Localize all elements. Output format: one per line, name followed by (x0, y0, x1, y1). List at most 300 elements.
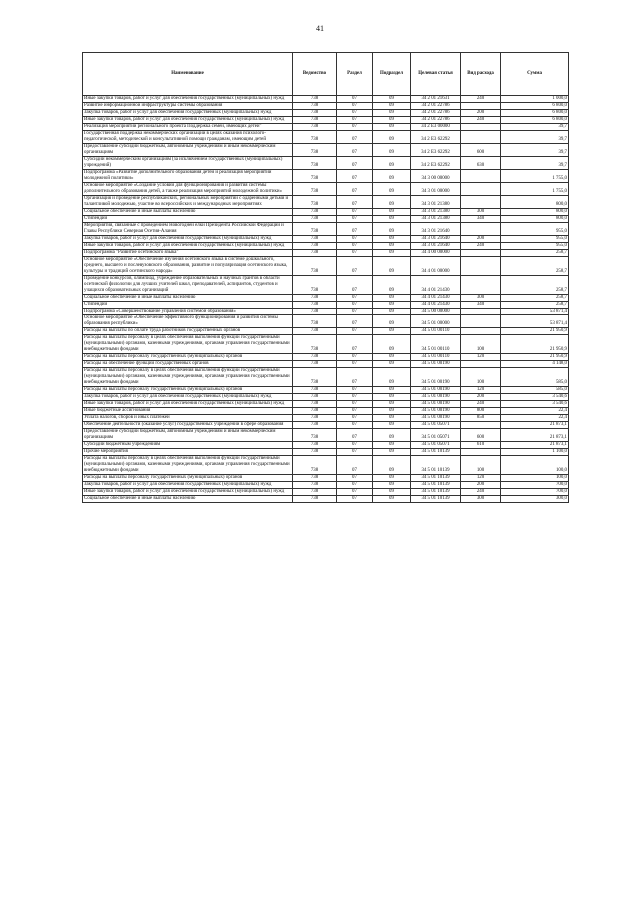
row-expense-type (461, 256, 501, 275)
row-department: 738 (293, 130, 337, 143)
row-name: Прочие мероприятия (83, 449, 293, 456)
table-row (83, 456, 569, 475)
row-section: 07 (337, 249, 373, 256)
row-expense-type: 240 (461, 489, 501, 496)
row-subsection: 09 (373, 315, 411, 328)
row-amount: 3 540,6 (501, 401, 569, 408)
row-name: Подпрограмма "Развитие осетинского языка" (83, 249, 293, 256)
row-section: 07 (337, 415, 373, 422)
row-amount: 258,7 (501, 249, 569, 256)
table-row (83, 294, 569, 301)
row-department: 738 (293, 109, 337, 116)
row-expense-type: 100 (461, 335, 501, 354)
row-section: 07 (337, 156, 373, 169)
row-name: Предоставление субсидий бюджетным, автономным учреждениям и иным некоммерческим организациям (83, 429, 293, 442)
row-amount: 21 873,1 (501, 422, 569, 429)
row-subsection: 09 (373, 222, 411, 235)
row-section: 07 (337, 308, 373, 315)
row-department: 738 (293, 408, 337, 415)
row-name: Стипендии (83, 215, 293, 222)
row-name: Предоставление субсидий бюджетным, автономным учреждениям и иным некоммерческим организациям (83, 143, 293, 156)
table-row (83, 275, 569, 294)
row-target-article: 34 4 01 21430 (411, 301, 461, 308)
row-subsection: 09 (373, 361, 411, 368)
row-department: 738 (293, 156, 337, 169)
row-name: Закупка товаров, работ и услуг для обеспечения государственных (муниципальных) нужд (83, 394, 293, 401)
row-subsection: 09 (373, 301, 411, 308)
row-expense-type: 340 (461, 301, 501, 308)
table-row (83, 422, 569, 429)
table-row (83, 242, 569, 249)
row-section: 07 (337, 169, 373, 182)
table-row (83, 489, 569, 496)
row-name: Обеспечение деятельности (оказание услуг) государственных учреждений в сфере образования (83, 422, 293, 429)
table-row (83, 301, 569, 308)
row-expense-type (461, 422, 501, 429)
row-expense-type: 240 (461, 96, 501, 103)
row-department: 738 (293, 482, 337, 489)
row-target-article: 34 5 01 05071 (411, 429, 461, 442)
row-expense-type: 200 (461, 482, 501, 489)
row-expense-type: 120 (461, 475, 501, 482)
table-row (83, 222, 569, 235)
row-name: Стипендии (83, 301, 293, 308)
table-row (83, 235, 569, 242)
row-department: 738 (293, 387, 337, 394)
row-amount: 800,0 (501, 195, 569, 208)
row-name: Расходы на выплаты персоналу государственных (муниципальных) органов (83, 354, 293, 361)
row-section: 07 (337, 394, 373, 401)
row-target-article: 34 5 01 00190 (411, 408, 461, 415)
row-expense-type (461, 249, 501, 256)
row-target-article: 34 5 01 00190 (411, 394, 461, 401)
row-department: 738 (293, 354, 337, 361)
table-row (83, 328, 569, 335)
row-department: 738 (293, 182, 337, 195)
row-department: 738 (293, 275, 337, 294)
table-row (83, 354, 569, 361)
table-row (83, 123, 569, 130)
row-target-article: 34 3 01 21380 (411, 208, 461, 215)
row-subsection: 09 (373, 456, 411, 475)
row-department: 738 (293, 315, 337, 328)
row-target-article: 34 5 01 10139 (411, 449, 461, 456)
table-row (83, 401, 569, 408)
row-department: 738 (293, 294, 337, 301)
row-expense-type: 300 (461, 496, 501, 503)
table-row (83, 143, 569, 156)
row-target-article: 34 4 01 00000 (411, 256, 461, 275)
row-section: 07 (337, 422, 373, 429)
row-name: Закупка товаров, работ и услуг для обеспечения государственных (муниципальных) нужд (83, 235, 293, 242)
row-name: Социальное обеспечение и иные выплаты населению (83, 208, 293, 215)
row-target-article: 34 5 01 00000 (411, 315, 461, 328)
row-department: 738 (293, 401, 337, 408)
table-row (83, 156, 569, 169)
row-expense-type: 850 (461, 415, 501, 422)
row-amount: 800,0 (501, 208, 569, 215)
row-subsection: 09 (373, 387, 411, 394)
row-expense-type: 600 (461, 143, 501, 156)
row-expense-type (461, 275, 501, 294)
row-department: 738 (293, 449, 337, 456)
budget-table (82, 52, 569, 503)
row-amount: 585,0 (501, 387, 569, 394)
row-expense-type (461, 123, 501, 130)
table-row (83, 368, 569, 387)
row-expense-type (461, 195, 501, 208)
row-name: Закупка товаров, работ и услуг для обеспечения государственных (муниципальных) нужд (83, 109, 293, 116)
table-row (83, 335, 569, 354)
row-amount: 955,0 (501, 235, 569, 242)
row-subsection: 09 (373, 394, 411, 401)
header-expense-type: Вид расхода (461, 53, 501, 96)
row-name: Расходы на выплаты персоналу государственных (муниципальных) органов (83, 387, 293, 394)
row-department: 738 (293, 235, 337, 242)
row-section: 07 (337, 256, 373, 275)
row-amount: 21 950,9 (501, 354, 569, 361)
row-subsection: 09 (373, 308, 411, 315)
row-expense-type: 300 (461, 208, 501, 215)
row-name: Расходы на обеспечение функций государственных органов (83, 361, 293, 368)
row-subsection: 09 (373, 109, 411, 116)
row-section: 07 (337, 235, 373, 242)
row-expense-type: 200 (461, 394, 501, 401)
row-name: Основное мероприятие «Обеспечение изучения осетинского языка в системе дошкольного, среднего, высшего и послевузовского образования, развитие и популяризация осетинского языка, культуры и традиций осетинского народа» (83, 256, 293, 275)
row-section: 07 (337, 143, 373, 156)
row-target-article: 34 2 E3 62292 (411, 143, 461, 156)
row-section: 07 (337, 449, 373, 456)
row-subsection: 09 (373, 482, 411, 489)
row-expense-type: 100 (461, 368, 501, 387)
table-row (83, 429, 569, 442)
row-department: 738 (293, 116, 337, 123)
row-expense-type: 120 (461, 387, 501, 394)
table-row (83, 256, 569, 275)
row-department: 738 (293, 475, 337, 482)
row-department: 738 (293, 195, 337, 208)
row-expense-type: 240 (461, 242, 501, 249)
row-amount: 6 800,0 (501, 109, 569, 116)
row-subsection: 09 (373, 275, 411, 294)
row-amount: 21 950,9 (501, 335, 569, 354)
table-body (83, 96, 569, 503)
table-row (83, 195, 569, 208)
row-name: Расходы на выплаты персоналу государственных (муниципальных) органов (83, 475, 293, 482)
row-name: Расходы на выплаты персоналу в целях обеспечения выполнения функций государственными (муниципальными) органами, казенными учреждениями, органами управления государственными внебюджетными фондами (83, 368, 293, 387)
row-amount: 21 873,1 (501, 429, 569, 442)
table-row (83, 130, 569, 143)
row-subsection: 09 (373, 368, 411, 387)
row-subsection: 09 (373, 442, 411, 449)
row-department: 738 (293, 249, 337, 256)
row-name: Иные бюджетные ассигнования (83, 408, 293, 415)
row-amount: 955,0 (501, 242, 569, 249)
row-expense-type (461, 361, 501, 368)
row-expense-type: 800 (461, 408, 501, 415)
row-subsection: 09 (373, 449, 411, 456)
row-section: 07 (337, 109, 373, 116)
row-section: 07 (337, 442, 373, 449)
row-section: 07 (337, 208, 373, 215)
row-section: 07 (337, 294, 373, 301)
header-target-article: Целевая статья (411, 53, 461, 96)
row-name: Иные закупки товаров, работ и услуг для обеспечения государственных (муниципальных) нужд (83, 96, 293, 103)
table-row (83, 496, 569, 503)
row-amount: 39,7 (501, 156, 569, 169)
row-amount: 100,0 (501, 475, 569, 482)
row-expense-type: 600 (461, 429, 501, 442)
row-amount: 21 873,1 (501, 442, 569, 449)
row-department: 738 (293, 394, 337, 401)
table-row (83, 96, 569, 103)
row-section: 07 (337, 195, 373, 208)
header-amount: Сумма (501, 53, 569, 96)
row-target-article: 34 4 01 21430 (411, 275, 461, 294)
row-target-article: 34 2 01 22786 (411, 116, 461, 123)
row-name: Иные закупки товаров, работ и услуг для обеспечения государственных (муниципальных) нужд (83, 489, 293, 496)
row-department: 738 (293, 256, 337, 275)
row-amount: 39,7 (501, 123, 569, 130)
row-subsection: 09 (373, 256, 411, 275)
row-target-article: 34 2 01 22786 (411, 102, 461, 109)
row-target-article: 34 5 01 00190 (411, 415, 461, 422)
row-amount: 53 871,4 (501, 315, 569, 328)
row-amount: 1 000,0 (501, 96, 569, 103)
row-section: 07 (337, 354, 373, 361)
row-subsection: 09 (373, 415, 411, 422)
row-department: 738 (293, 242, 337, 249)
row-subsection: 09 (373, 215, 411, 222)
row-amount: 6 800,0 (501, 102, 569, 109)
row-expense-type: 610 (461, 442, 501, 449)
row-name: Подпрограмма «Развитие дополнительного образования детей и реализация мероприятий молодежной политики» (83, 169, 293, 182)
row-expense-type (461, 102, 501, 109)
row-target-article: 34 3 01 21640 (411, 242, 461, 249)
row-name: Уплата налогов, сборов и иных платежей (83, 415, 293, 422)
row-department: 738 (293, 102, 337, 109)
row-subsection: 09 (373, 102, 411, 109)
row-department: 738 (293, 308, 337, 315)
row-amount: 4 148,0 (501, 361, 569, 368)
row-subsection: 09 (373, 143, 411, 156)
row-amount: 258,7 (501, 301, 569, 308)
row-subsection: 09 (373, 123, 411, 130)
row-subsection: 09 (373, 422, 411, 429)
row-department: 738 (293, 361, 337, 368)
row-name: Иные закупки товаров, работ и услуг для обеспечения государственных (муниципальных) нужд (83, 401, 293, 408)
table-header-row (83, 53, 569, 96)
table-row (83, 169, 569, 182)
row-section: 07 (337, 496, 373, 503)
row-target-article: 34 5 01 10139 (411, 482, 461, 489)
row-section: 07 (337, 222, 373, 235)
row-section: 07 (337, 123, 373, 130)
row-target-article: 34 5 01 05071 (411, 422, 461, 429)
row-section: 07 (337, 335, 373, 354)
row-section: 07 (337, 361, 373, 368)
row-expense-type: 240 (461, 401, 501, 408)
row-target-article: 34 2 01 21631 (411, 96, 461, 103)
row-target-article: 34 5 01 00190 (411, 401, 461, 408)
row-section: 07 (337, 475, 373, 482)
row-section: 07 (337, 182, 373, 195)
table-row (83, 394, 569, 401)
row-section: 07 (337, 489, 373, 496)
row-department: 738 (293, 489, 337, 496)
row-subsection: 09 (373, 408, 411, 415)
row-expense-type (461, 315, 501, 328)
row-expense-type: 120 (461, 354, 501, 361)
row-name: Иные закупки товаров, работ и услуг для обеспечения государственных (муниципальных) нужд (83, 116, 293, 123)
row-section: 07 (337, 482, 373, 489)
row-subsection: 09 (373, 169, 411, 182)
row-section: 07 (337, 130, 373, 143)
row-target-article: 34 3 01 21380 (411, 195, 461, 208)
row-section: 07 (337, 96, 373, 103)
row-department: 738 (293, 301, 337, 308)
row-target-article: 34 5 01 10139 (411, 475, 461, 482)
row-subsection: 09 (373, 208, 411, 215)
row-target-article: 34 2 01 22786 (411, 109, 461, 116)
table-row (83, 208, 569, 215)
row-target-article: 34 5 01 00190 (411, 361, 461, 368)
table-row (83, 215, 569, 222)
row-amount: 300,0 (501, 496, 569, 503)
row-target-article: 34 2 E3 62292 (411, 130, 461, 143)
row-amount: 800,0 (501, 215, 569, 222)
row-expense-type: 300 (461, 294, 501, 301)
row-name: Основное мероприятие «Создание условий для функционирования и развития системы дополнительного образования детей, а также реализация мероприятий молодежной политики» (83, 182, 293, 195)
row-name: Организация и проведение республиканских, региональных мероприятий с одаренными детьми и талантливой молодежью, участие во всероссийских и международных мероприятиях (83, 195, 293, 208)
row-amount: 1 100,0 (501, 449, 569, 456)
row-subsection: 09 (373, 242, 411, 249)
row-expense-type (461, 169, 501, 182)
row-amount: 39,7 (501, 143, 569, 156)
row-department: 738 (293, 496, 337, 503)
row-subsection: 09 (373, 328, 411, 335)
row-name: Подпрограмма «Совершенствование управления системой образования» (83, 308, 293, 315)
table-row (83, 449, 569, 456)
row-amount: 53 871,4 (501, 308, 569, 315)
row-target-article: 34 3 01 21640 (411, 222, 461, 235)
row-amount: 258,7 (501, 275, 569, 294)
row-target-article: 34 5 01 00110 (411, 354, 461, 361)
row-name: Реализация мероприятий регионального проекта Поддержка семей, имеющих детей" (83, 123, 293, 130)
row-target-article: 34 5 01 00110 (411, 328, 461, 335)
row-target-article: 34 2 E3 62292 (411, 156, 461, 169)
row-name: Проведение конкурсов, олимпиад, учреждение образовательных и научных грантов в области осетинской филологии для лучших учителей школ, преподавателей, аспирантов, студентов и учащихся образовательных организаций (83, 275, 293, 294)
row-department: 738 (293, 335, 337, 354)
row-subsection: 09 (373, 496, 411, 503)
row-subsection: 09 (373, 354, 411, 361)
table-row (83, 315, 569, 328)
table-row (83, 415, 569, 422)
row-section: 07 (337, 102, 373, 109)
row-amount: 21 950,9 (501, 328, 569, 335)
table-row (83, 442, 569, 449)
row-subsection: 09 (373, 249, 411, 256)
row-target-article: 34 4 00 00000 (411, 249, 461, 256)
row-section: 07 (337, 315, 373, 328)
row-target-article: 34 5 01 00190 (411, 368, 461, 387)
row-subsection: 09 (373, 182, 411, 195)
table-row (83, 116, 569, 123)
row-amount: 955,0 (501, 222, 569, 235)
row-section: 07 (337, 387, 373, 394)
table-row (83, 182, 569, 195)
row-name: Субсидии некоммерческим организациям (за исключением государственных (муниципальных) учреждений) (83, 156, 293, 169)
row-subsection: 09 (373, 130, 411, 143)
row-department: 738 (293, 96, 337, 103)
row-section: 07 (337, 368, 373, 387)
row-section: 07 (337, 456, 373, 475)
row-amount: 585,0 (501, 368, 569, 387)
row-section: 07 (337, 215, 373, 222)
row-amount: 100,0 (501, 456, 569, 475)
row-target-article: 34 3 00 00000 (411, 169, 461, 182)
table-row (83, 475, 569, 482)
row-section: 07 (337, 275, 373, 294)
row-target-article: 34 3 01 21640 (411, 235, 461, 242)
header-section: Раздел (337, 53, 373, 96)
row-expense-type (461, 328, 501, 335)
row-target-article: 34 3 01 21380 (411, 215, 461, 222)
row-name: Развитие информационной инфраструктуры системы образования (83, 102, 293, 109)
table-row (83, 102, 569, 109)
row-target-article: 34 5 01 10139 (411, 456, 461, 475)
row-subsection: 09 (373, 294, 411, 301)
row-target-article: 34 4 01 21430 (411, 294, 461, 301)
row-amount: 258,7 (501, 256, 569, 275)
row-section: 07 (337, 116, 373, 123)
row-name: Социальное обеспечение и иные выплаты населению (83, 496, 293, 503)
header-subsection: Подраздел (373, 53, 411, 96)
row-target-article: 34 5 01 10139 (411, 496, 461, 503)
row-amount: 700,0 (501, 489, 569, 496)
row-subsection: 09 (373, 116, 411, 123)
row-name: Расходы на выплаты персоналу в целях обеспечения выполнения функций государственными (муниципальными) органами, казенными учреждениями, органами управления государственными внебюджетными фондами (83, 456, 293, 475)
row-department: 738 (293, 442, 337, 449)
row-subsection: 09 (373, 401, 411, 408)
row-department: 738 (293, 215, 337, 222)
row-target-article: 34 5 01 00110 (411, 335, 461, 354)
row-department: 738 (293, 222, 337, 235)
row-department: 738 (293, 123, 337, 130)
row-amount: 22,4 (501, 408, 569, 415)
row-subsection: 09 (373, 475, 411, 482)
row-target-article: 34 3 01 00000 (411, 182, 461, 195)
row-name: Социальное обеспечение и иные выплаты населению (83, 294, 293, 301)
row-expense-type (461, 449, 501, 456)
row-amount: 39,7 (501, 130, 569, 143)
row-department: 738 (293, 208, 337, 215)
row-expense-type: 240 (461, 116, 501, 123)
row-section: 07 (337, 429, 373, 442)
row-amount: 1 755,0 (501, 182, 569, 195)
row-target-article: 34 5 01 10139 (411, 489, 461, 496)
row-expense-type: 200 (461, 235, 501, 242)
row-section: 07 (337, 301, 373, 308)
row-target-article: 34 2 E3 00000 (411, 123, 461, 130)
row-name: Государственная поддержка некоммерческих организаций в целях оказания психолого-педагогической, методической и консультативной помощи гражданам, имеющим детей (83, 130, 293, 143)
row-section: 07 (337, 408, 373, 415)
table-row (83, 308, 569, 315)
row-amount: 700,0 (501, 482, 569, 489)
row-expense-type (461, 222, 501, 235)
table-row (83, 408, 569, 415)
row-department: 738 (293, 169, 337, 182)
